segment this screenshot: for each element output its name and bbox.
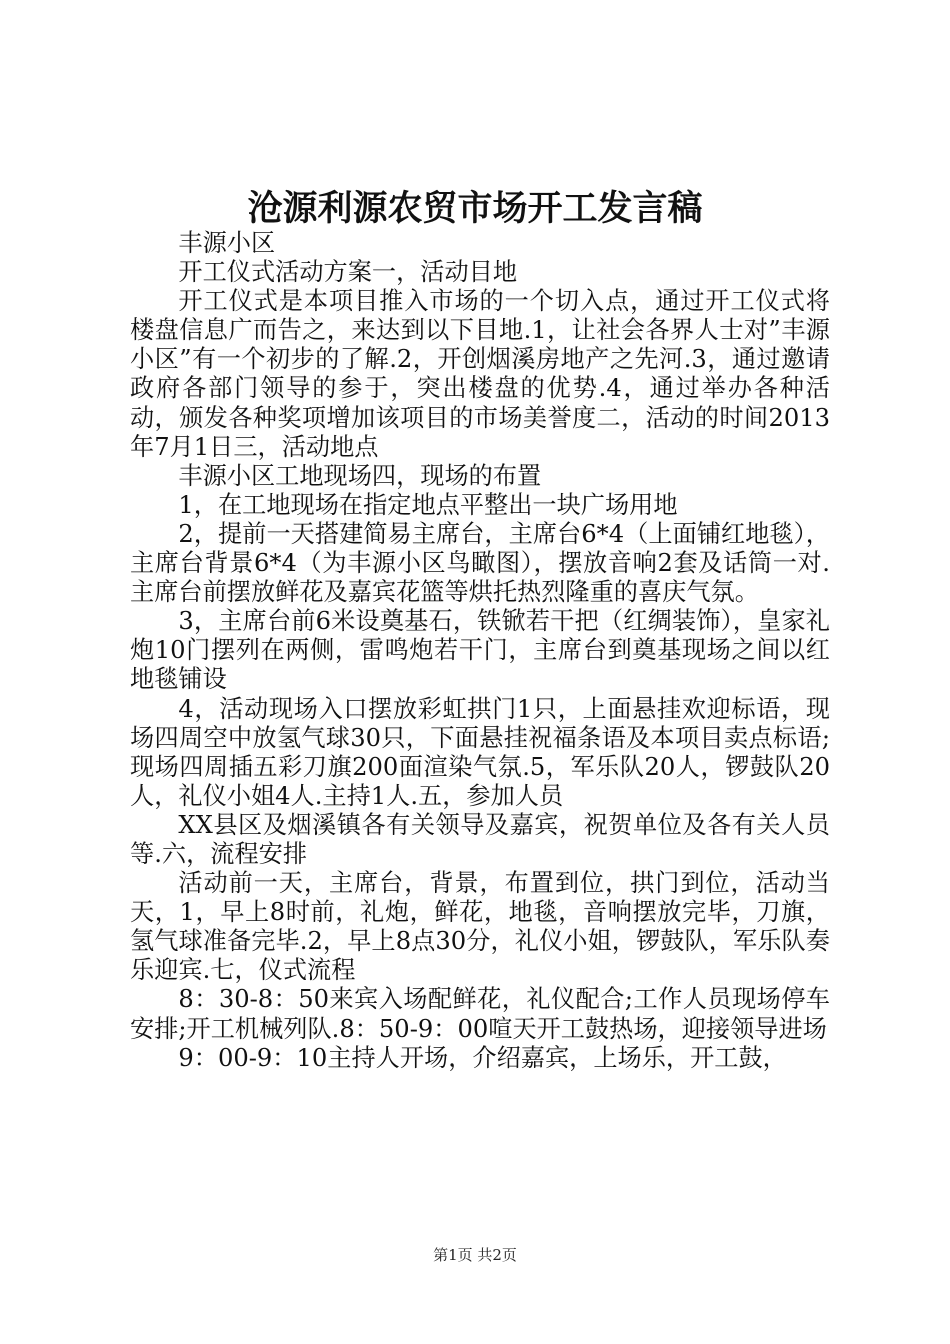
paragraph: 3，主席台前6米设奠基石，铁锨若干把（红绸装饰），皇家礼炮10门摆列在两侧，雷鸣炮若干门，主席台到奠基现场之间以红地毯铺设 xyxy=(130,607,830,694)
page-title: 沧源利源农贸市场开工发言稿 xyxy=(247,188,703,229)
paragraph: 9：00-9：10主持人开场，介绍嘉宾，上场乐，开工鼓， xyxy=(178,1043,787,1072)
paragraph: 活动前一天，主席台，背景，布置到位，拱门到位，活动当天，1，早上8时前，礼炮，鲜花，地毯，音响摆放完毕，刀旗，氢气球准备完毕.2，早上8点30分，礼仪小姐，锣鼓队，军乐队奏乐迎宾.七，仪式流程 xyxy=(130,869,830,985)
paragraph: 8：30-8：50来宾入场配鲜花，礼仪配合;工作人员现场停车安排;开工机械列队.8：50-9：00喧天开工鼓热场，迎接领导进场 xyxy=(130,985,830,1043)
paragraph: 开工仪式是本项目推入市场的一个切入点，通过开工仪式将楼盘信息广而告之，来达到以下目地.1，让社会各界人士对”丰源小区”有一个初步的了解.2，开创烟溪房地产之先河.3，通过邀请政府各部门领导的参于，突出楼盘的优势.4，通过举办各种活动，颁发各种奖项增加该项目的市场美誉度二，活动的时间2013年7月1日三，活动地点 xyxy=(130,287,830,461)
paragraph: 丰源小区工地现场四，现场的布置 xyxy=(178,461,542,490)
paragraph: 开工仪式活动方案一，活动目地 xyxy=(178,258,518,287)
document-body xyxy=(130,229,830,1073)
paragraph: 2，提前一天搭建简易主席台，主席台6*4（上面铺红地毯），主席台背景6*4（为丰源小区鸟瞰图），摆放音响2套及话筒一对.主席台前摆放鲜花及嘉宾花篮等烘托热烈隆重的喜庆气氛。 xyxy=(130,519,830,607)
paragraph: XX县区及烟溪镇各有关领导及嘉宾，祝贺单位及各有关人员等.六，流程安排 xyxy=(130,810,830,868)
paragraph: 4，活动现场入口摆放彩虹拱门1只，上面悬挂欢迎标语，现场四周空中放氢气球30只，下面悬挂祝福条语及本项目卖点标语;现场四周插五彩刀旗200面渲染气氛.5，军乐队20人，锣鼓队20人，礼仪小姐4人.主持1人.五，参加人员 xyxy=(130,694,830,810)
page-footer: 第1页 共2页 xyxy=(433,1246,517,1264)
paragraph: 1，在工地现场在指定地点平整出一块广场用地 xyxy=(178,490,678,519)
paragraph: 丰源小区 xyxy=(178,229,276,257)
